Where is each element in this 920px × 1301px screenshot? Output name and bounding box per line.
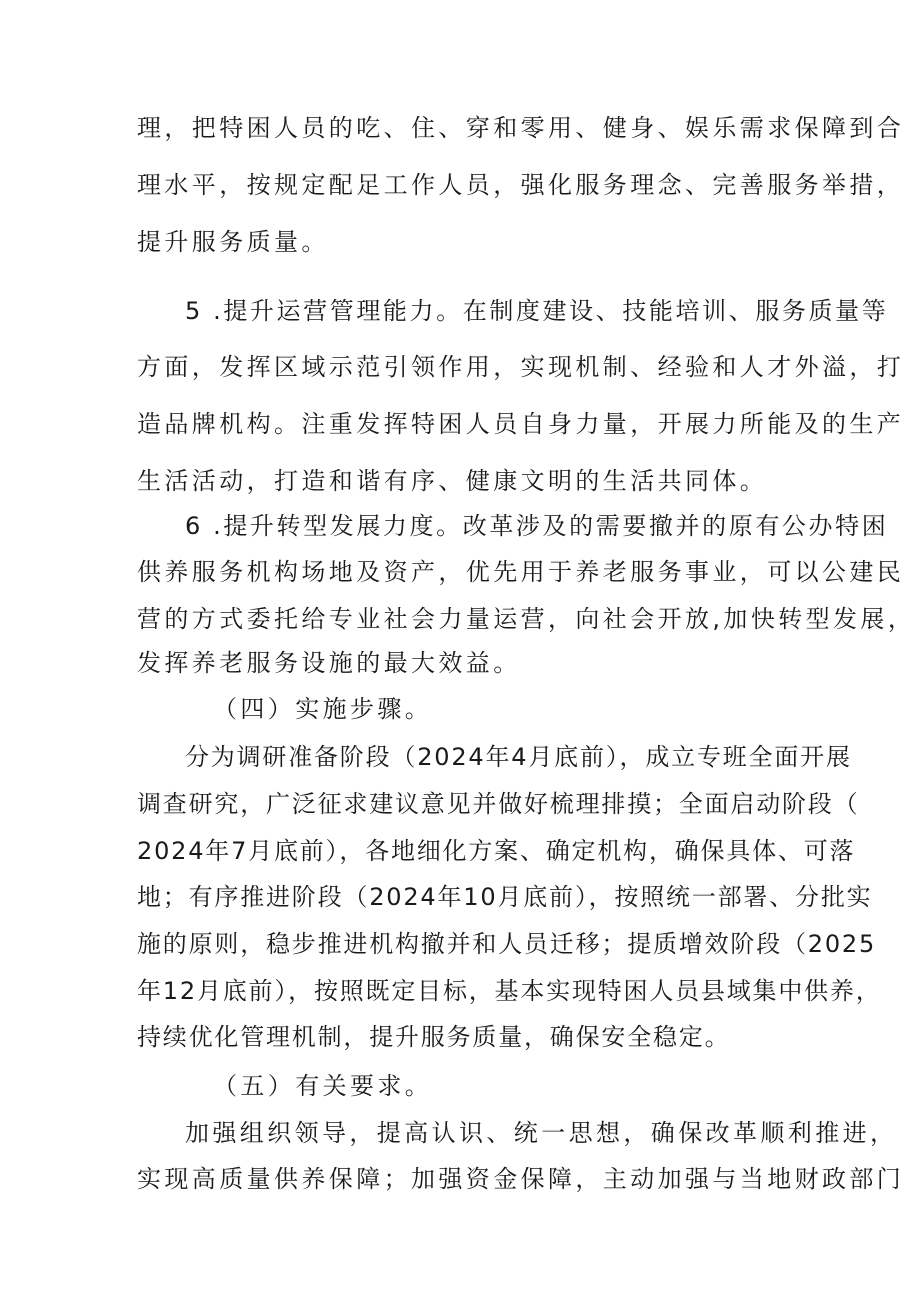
text-line: 理，把特困人员的吃、住、穿和零用、健身、娱乐需求保障到合 [137,114,905,142]
text-line: 生活活动，打造和谐有序、健康文明的生活共同体。 [137,467,768,495]
text-line: 造品牌机构。注重发挥特困人员自身力量，开展力所能及的生产 [137,410,905,438]
text-line: 6 .提升转型发展力度。改革涉及的需要撤并的原有公办特困 [185,512,889,540]
section-heading: （四）实施步骤。 [213,695,433,723]
section-heading: （五）有关要求。 [213,1072,433,1100]
text-line: 施的原则，稳步推进机构撤并和人员迁移；提质增效阶段（2025 [137,930,877,958]
text-line: 2024年7月底前），各地细化方案、确定机构，确保具体、可落 [137,837,856,865]
text-line: 实现高质量供养保障；加强资金保障，主动加强与当地财政部门 [137,1165,905,1193]
text-line: 提升服务质量。 [137,228,329,256]
text-line: 营的方式委托给专业社会力量运营，向社会开放,加快转型发展， [137,605,916,633]
text-line: 理水平，按规定配足工作人员，强化服务理念、完善服务举措， [137,171,905,199]
text-line: 调查研究，广泛征求建议意见并做好梳理排摸；全面启动阶段（ [137,790,860,818]
text-line: 年12月底前），按照既定目标，基本实现特困人员县域集中供养， [137,977,882,1005]
text-line: 5 .提升运营管理能力。在制度建设、技能培训、服务质量等 [185,297,889,325]
text-line: 地；有序推进阶段（2024年10月底前），按照统一部署、分批实 [137,883,873,911]
text-line: 供养服务机构场地及资产，优先用于养老服务事业，可以公建民 [137,558,905,586]
text-line: 持续优化管理机制，提升服务质量，确保安全稳定。 [137,1023,731,1051]
text-line: 发挥养老服务设施的最大效益。 [137,649,521,677]
text-line: 加强组织领导，提高认识、统一思想，确保改革顺利推进， [185,1119,898,1147]
text-line: 分为调研准备阶段（2024年4月底前），成立专班全面开展 [185,743,852,771]
text-line: 方面，发挥区域示范引领作用，实现机制、经验和人才外溢，打 [137,353,905,381]
